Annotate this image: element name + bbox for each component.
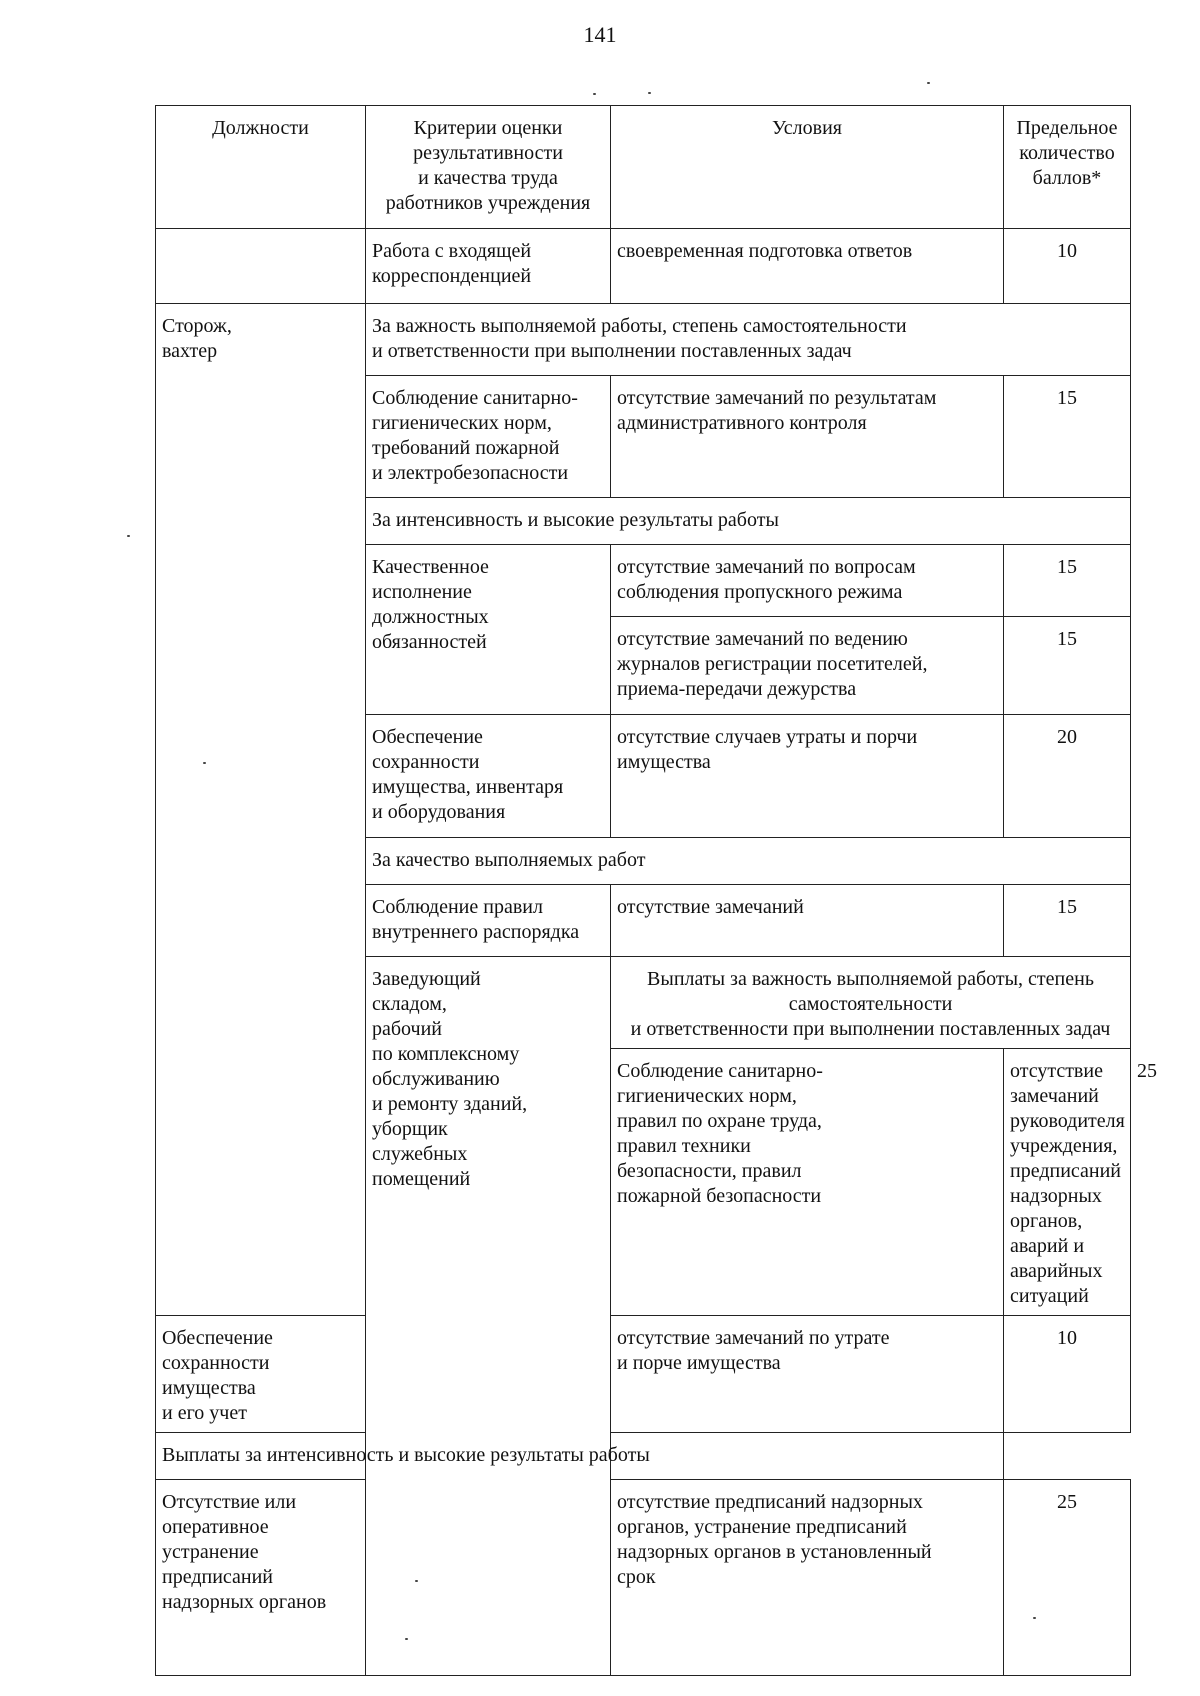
section-row [156,1433,1131,1480]
condition-cell: отсутствие замечаний по ведению журналов регистрации посетителей, приема-передачи дежурства [611,617,1004,715]
condition-cell: отсутствие случаев утраты и порчи имущества [611,715,1004,838]
points-cell: 10 [1004,1316,1131,1433]
header-position: Должности [156,106,366,229]
criterion-cell: Обеспечение сохранности имущества и его учет [156,1316,366,1433]
table-row [156,229,1131,304]
condition-cell: отсутствие замечаний по вопросам соблюдения пропускного режима [611,545,1004,617]
points-cell: 10 [1004,229,1131,304]
condition-cell: отсутствие замечаний руководителя учреждения, предписаний надзорных органов, аварий и аварийных ситуаций [1004,1049,1131,1316]
section-heading: Выплаты за интенсивность и высокие результаты работы [156,1433,1004,1480]
criterion-cell: Соблюдение санитарно- гигиенических норм, правил по охране труда, правил техники безопасности, правил пожарной безопасности [611,1049,1004,1316]
header-row [156,106,1131,229]
criterion-cell: Качественное исполнение должностных обязанностей [366,545,611,715]
table-row [156,1316,1131,1433]
section-row [156,304,1131,376]
table-row: Соблюдение санитарно- гигиенических норм, правил по охране труда, правил техники безопасности, правил пожарной безопасности отсутствие замечаний руководителя учреждения, предписаний надзорных органов, аварий и аварийных ситуаций 25 [156,1049,1131,1316]
points-cell: 15 [1004,376,1131,498]
section-heading: За интенсивность и высокие результаты работы [366,498,1131,545]
condition-cell: своевременная подготовка ответов [611,229,1004,304]
points-cell: 25 [1004,1480,1131,1676]
points-cell: 15 [1004,617,1131,715]
criteria-table [155,105,1157,1676]
table-row [156,1480,1131,1676]
header-criteria: Критерии оценки результативности и качества труда работников учреждения [366,106,611,229]
criterion-cell: Соблюдение санитарно- гигиенических норм, требований пожарной и электробезопасности [366,376,611,498]
condition-cell: отсутствие замечаний по утрате и порче имущества [611,1316,1004,1433]
points-cell: 15 [1004,545,1131,617]
section-heading: За качество выполняемых работ [366,838,1131,885]
page-number: 141 [583,22,617,47]
header-max-points: Предельное количество баллов* [1004,106,1131,229]
points-cell: 15 [1004,885,1131,957]
empty-position-cell [156,229,366,304]
position-guard: Сторож, вахтер [156,304,366,1316]
header-conditions: Условия [611,106,1004,229]
criterion-cell: Обеспечение сохранности имущества, инвентаря и оборудования [366,715,611,838]
section-heading: Выплаты за важность выполняемой работы, степень самостоятельности и ответственности при выполнении поставленных задач [611,957,1131,1049]
criterion-cell: Отсутствие или оперативное устранение предписаний надзорных органов [156,1480,366,1676]
criterion-cell: Работа с входящей корреспонденцией [366,229,611,304]
condition-cell: отсутствие предписаний надзорных органов, устранение предписаний надзорных органов в установленный срок [611,1480,1004,1676]
criterion-cell: Соблюдение правил внутреннего распорядка [366,885,611,957]
condition-cell: отсутствие замечаний [611,885,1004,957]
position-warehouse: Заведующий складом, рабочий по комплексному обслуживанию и ремонту зданий, уборщик служебных помещений [366,957,611,1676]
condition-cell: отсутствие замечаний по результатам административного контроля [611,376,1004,498]
section-heading: За важность выполняемой работы, степень самостоятельности и ответственности при выполнении поставленных задач [366,304,1131,376]
points-cell: 20 [1004,715,1131,838]
